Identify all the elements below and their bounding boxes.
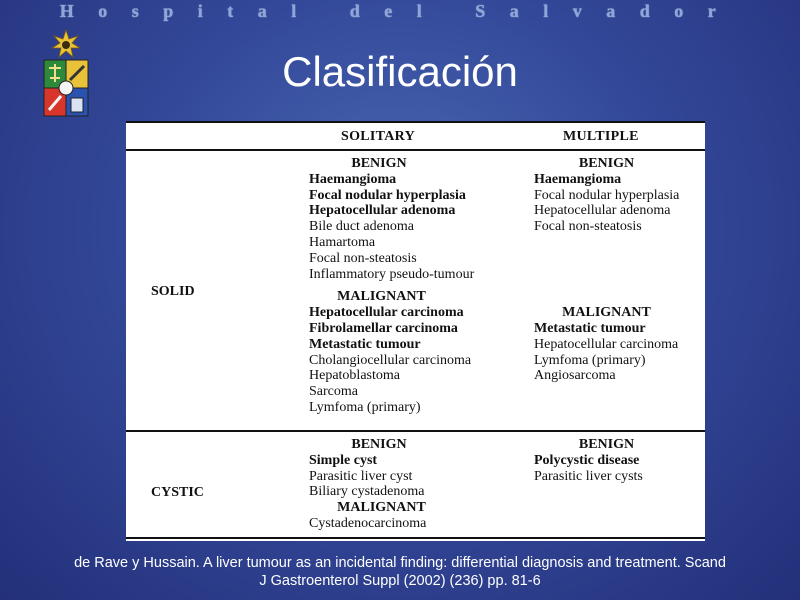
- list-item: Metastatic tumour: [309, 336, 421, 352]
- malignant-header: MALIGNANT: [337, 500, 426, 516]
- citation-line-2: J Gastroenterol Suppl (2002) (236) pp. 81-6: [259, 573, 541, 589]
- benign-header: BENIGN: [578, 156, 635, 171]
- list-item: Haemangioma: [309, 171, 397, 187]
- row-label-solid: SOLID: [151, 284, 195, 299]
- slide-title: Clasificación: [282, 48, 518, 95]
- list-item: Hamartoma: [309, 234, 376, 250]
- row-divider: [126, 430, 705, 432]
- list-item: Lymfoma (primary): [309, 399, 421, 415]
- list-item: Fibrolamellar carcinoma: [309, 320, 458, 336]
- list-item: Focal nodular hyperplasia: [534, 187, 680, 203]
- solid-multiple-cell: [534, 156, 704, 384]
- solid-solitary-cell: [309, 156, 519, 416]
- list-item: Hepatocellular carcinoma: [534, 336, 679, 352]
- citation-footer: [0, 554, 800, 590]
- list-item: Focal non-steatosis: [309, 250, 417, 266]
- list-item: Sarcoma: [309, 384, 358, 400]
- benign-header: BENIGN: [351, 156, 407, 171]
- table-bottom-rule: [126, 537, 705, 539]
- list-item: Bile duct adenoma: [309, 219, 414, 235]
- list-item: Lymfoma (primary): [534, 352, 646, 368]
- classification-table: [126, 121, 705, 541]
- malignant-header: MALIGNANT: [562, 305, 651, 321]
- list-item: Parasitic liver cysts: [534, 468, 643, 484]
- cystic-solitary-cell: [309, 437, 519, 532]
- list-item: Hepatocellular adenoma: [534, 203, 671, 219]
- list-item: Focal nodular hyperplasia: [309, 187, 466, 203]
- list-item: Focal non-steatosis: [534, 219, 642, 235]
- cystic-multiple-cell: [534, 437, 704, 484]
- list-item: Angiosarcoma: [534, 368, 616, 384]
- benign-header: BENIGN: [351, 437, 407, 452]
- malignant-header: MALIGNANT: [337, 289, 426, 305]
- list-item: Haemangioma: [534, 171, 622, 187]
- column-header-multiple: MULTIPLE: [563, 129, 639, 144]
- column-header-solitary: SOLITARY: [341, 129, 415, 144]
- list-item: Hepatocellular carcinoma: [309, 305, 464, 321]
- list-item: Hepatocellular adenoma: [309, 203, 456, 219]
- header-rule: [126, 149, 705, 151]
- list-item: Simple cyst: [309, 452, 378, 468]
- list-item: Cholangiocellular carcinoma: [309, 352, 472, 368]
- table-top-rule: [126, 121, 705, 123]
- benign-header: BENIGN: [578, 437, 635, 452]
- list-item: Metastatic tumour: [534, 320, 646, 336]
- list-item: Parasitic liver cyst: [309, 468, 413, 484]
- list-item: Hepatoblastoma: [309, 368, 400, 384]
- list-item: Polycystic disease: [534, 452, 640, 468]
- row-label-cystic: CYSTIC: [151, 485, 204, 500]
- list-item: Biliary cystadenoma: [309, 484, 425, 500]
- citation-line-1: de Rave y Hussain. A liver tumour as an incidental finding: differential diagnosis and treatment. Scand: [74, 555, 726, 571]
- list-item: Cystadenocarcinoma: [309, 515, 427, 531]
- list-item: Inflammatory pseudo-tumour: [309, 266, 475, 282]
- hospital-name-header: Hospital del Salvador: [59, 0, 741, 21]
